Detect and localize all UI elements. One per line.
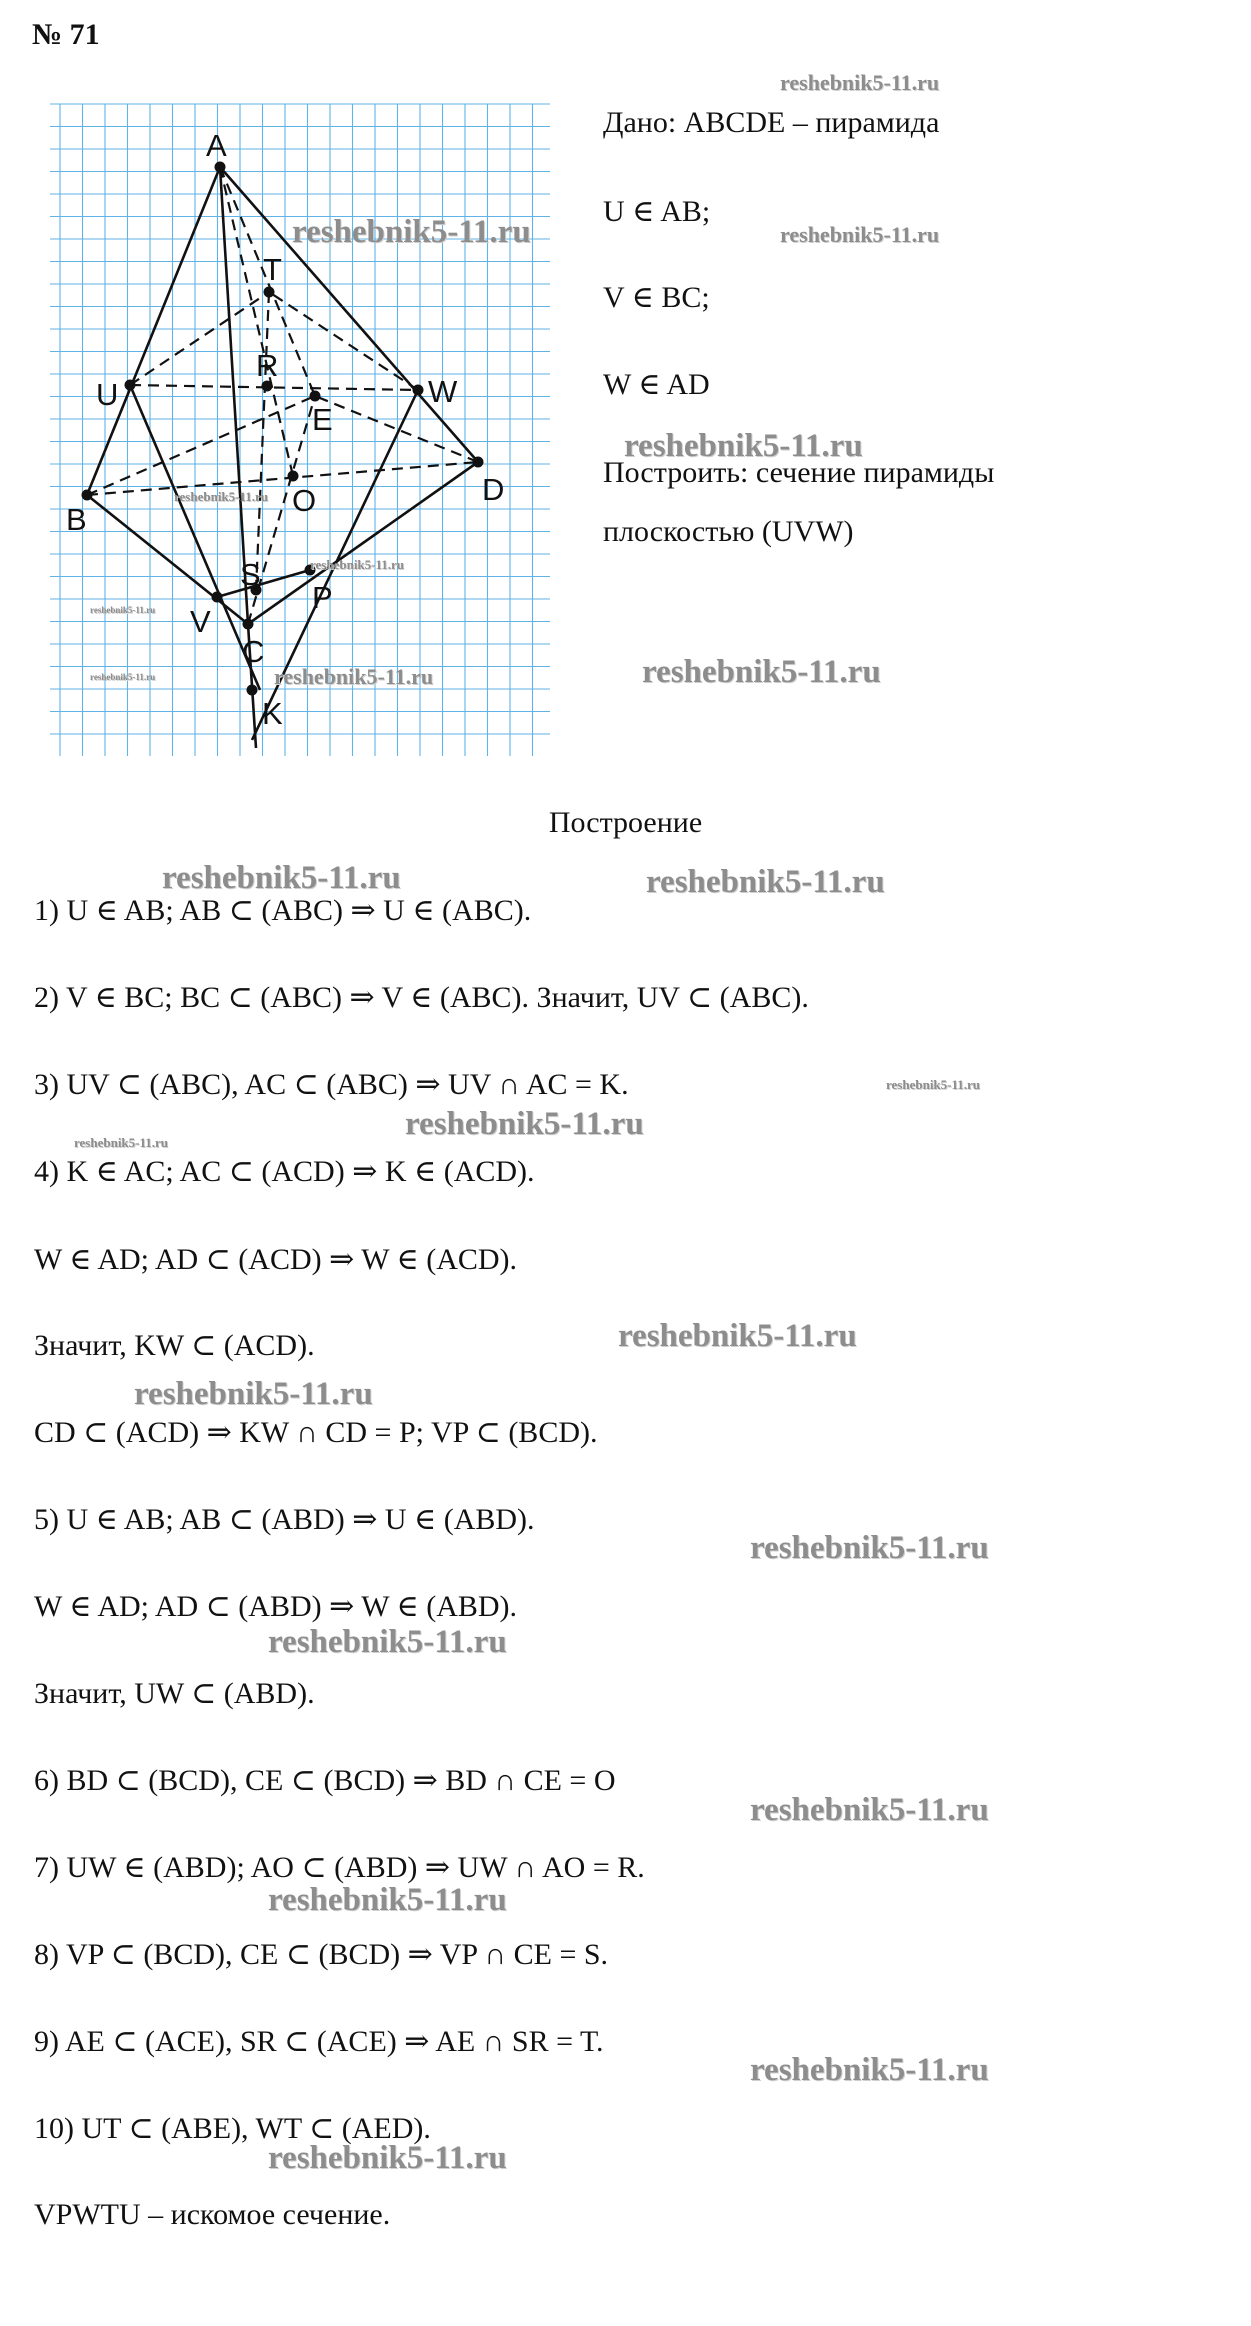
label-T: T [263,252,282,287]
edge-BD [87,462,478,495]
label-E: E [312,402,333,437]
step-5b: W ∈ AD; AD ⊂ (ABD) ⇒ W ∈ (ABD). [34,1590,518,1623]
segment-AO [220,167,293,476]
visible-edges [87,167,478,748]
watermark: reshebnik5-11.ru [750,1530,989,1566]
step-8: 8) VP ⊂ (BCD), CE ⊂ (BCD) ⇒ VP ∩ CE = S. [34,1938,609,1971]
step-4c: Значит, KW ⊂ (ACD). [34,1329,315,1362]
label-R: R [256,348,279,383]
step-1: 1) U ∈ AB; AB ⊂ (ABC) ⇒ U ∈ (ABC). [34,894,532,927]
watermark: reshebnik5-11.ru [405,1106,644,1142]
step-3: 3) UV ⊂ (ABC), AC ⊂ (ABC) ⇒ UV ∩ AC = K. [34,1068,629,1101]
label-A: A [206,128,227,163]
given-line-3: V ∈ BC; [603,281,710,314]
watermark: reshebnik5-11.ru [268,1624,507,1660]
label-S: S [240,557,261,592]
given-line-5: Построить: сечение пирамиды [603,456,995,489]
watermark: reshebnik5-11.ru [780,222,940,247]
step-result: VPWTU – искомое сечение. [34,2198,391,2231]
edge-AD [220,167,478,462]
label-B: B [66,502,87,537]
given-line-4: W ∈ AD [603,368,710,401]
step-9: 9) AE ⊂ (ACE), SR ⊂ (ACE) ⇒ AE ∩ SR = T. [34,2025,604,2058]
watermark: reshebnik5-11.ru [780,70,940,95]
label-O: O [292,483,317,518]
step-4b: W ∈ AD; AD ⊂ (ACD) ⇒ W ∈ (ACD). [34,1243,518,1276]
step-7: 7) UW ∈ (ABD); AO ⊂ (ABD) ⇒ UW ∩ AO = R. [34,1851,645,1884]
watermark: reshebnik5-11.ru [750,1792,989,1828]
edge-AC [220,167,248,624]
step-4: 4) K ∈ AC; AC ⊂ (ACD) ⇒ K ∈ (ACD). [34,1155,535,1188]
segment-VP [217,570,310,597]
step-6: 6) BD ⊂ (BCD), CE ⊂ (BCD) ⇒ BD ∩ CE = O [34,1764,616,1797]
point-D [473,457,484,468]
watermark: reshebnik5-11.ru [646,864,885,900]
step-2: 2) V ∈ BC; BC ⊂ (ABC) ⇒ V ∈ (ABC). Значит, UV ⊂ (ABC). [34,981,809,1014]
watermark: reshebnik5-11.ru [162,860,401,896]
watermark: reshebnik5-11.ru [618,1318,857,1354]
point-U [125,380,136,391]
label-V: V [190,604,211,639]
watermark: reshebnik5-11.ru [174,489,269,504]
point-W [413,385,424,396]
watermark: reshebnik5-11.ru [74,1135,169,1150]
watermark: reshebnik5-11.ru [268,1882,507,1918]
step-5c: Значит, UW ⊂ (ABD). [34,1677,315,1710]
watermark: reshebnik5-11.ru [134,1376,373,1412]
watermark: reshebnik5-11.ru [310,557,405,572]
given-line-1: Дано: ABCDE – пирамида [603,106,940,139]
pyramid-figure [50,100,550,760]
label-D: D [482,472,505,507]
point-O [288,471,299,482]
watermark: reshebnik5-11.ru [90,605,156,615]
step-4d: CD ⊂ (ACD) ⇒ KW ∩ CD = P; VP ⊂ (BCD). [34,1416,598,1449]
point-V [212,592,223,603]
figure-grid [50,104,550,756]
point-K [247,685,258,696]
step-5: 5) U ∈ AB; AB ⊂ (ABD) ⇒ U ∈ (ABD). [34,1503,535,1536]
problem-number: № 71 [32,18,100,51]
watermark: reshebnik5-11.ru [624,428,863,464]
watermark: reshebnik5-11.ru [274,664,434,689]
watermark: reshebnik5-11.ru [886,1077,981,1092]
point-C [243,619,254,630]
construction-heading: Построение [548,806,703,839]
label-C: C [242,634,265,669]
watermark: reshebnik5-11.ru [750,2052,989,2088]
point-T [264,287,275,298]
watermark: reshebnik5-11.ru [268,2140,507,2176]
given-line-2: U ∈ AB; [603,195,711,228]
label-W: W [428,374,458,409]
label-U: U [96,377,119,412]
watermark: reshebnik5-11.ru [90,672,156,682]
point-B [82,490,93,501]
watermark: reshebnik5-11.ru [642,654,881,690]
label-K: K [262,696,283,731]
point-E [310,391,321,402]
given-line-6: плоскостью (UVW) [603,515,854,548]
point-A [215,162,226,173]
step-10: 10) UT ⊂ (ABE), WT ⊂ (AED). [34,2112,431,2145]
watermark: reshebnik5-11.ru [292,214,531,250]
label-P: P [312,580,333,615]
